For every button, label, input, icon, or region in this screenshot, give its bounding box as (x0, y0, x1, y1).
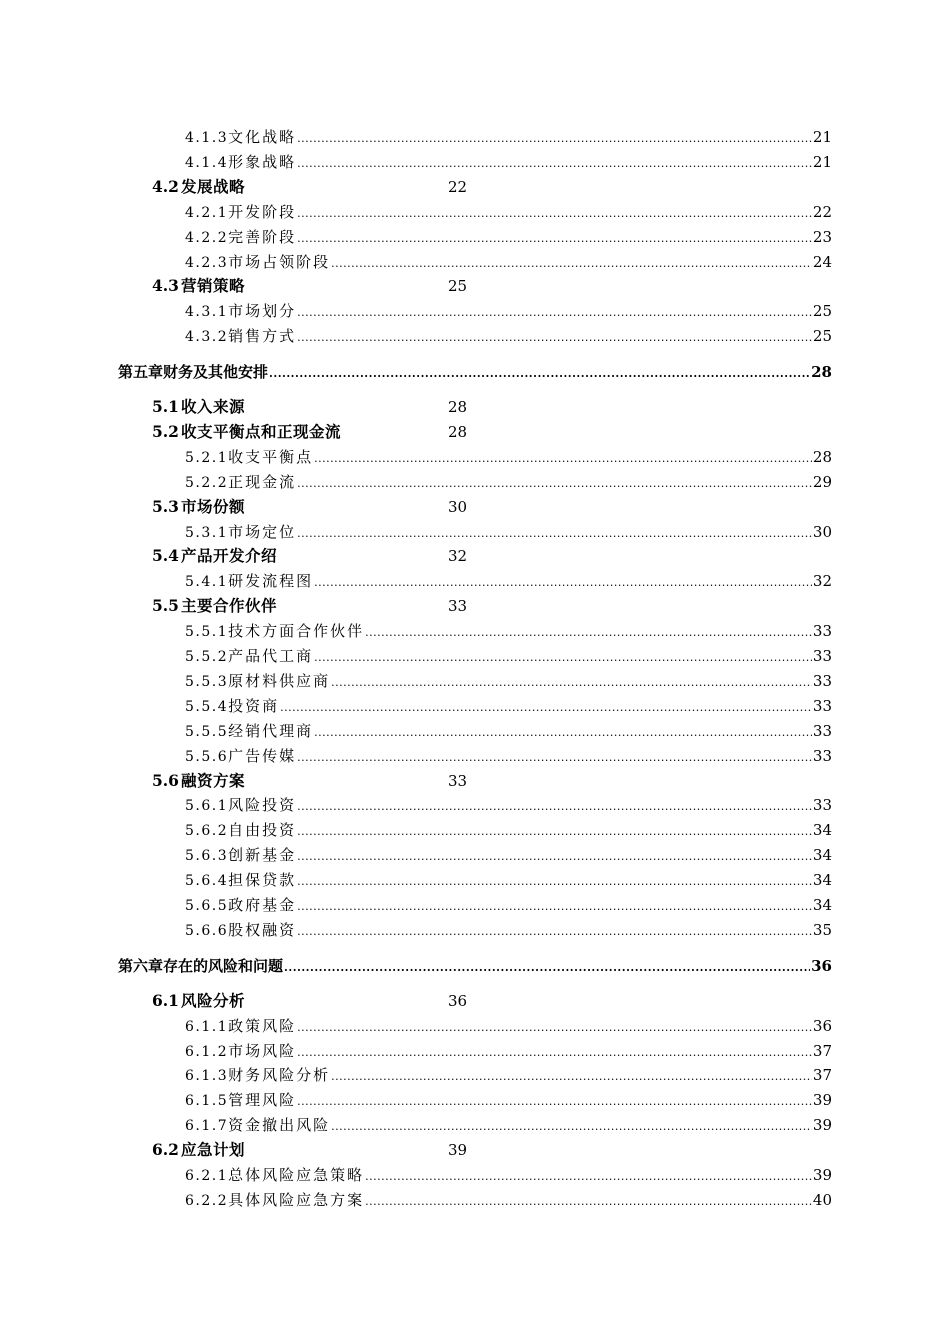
toc-subsection-entry[interactable] (185, 1040, 832, 1062)
toc-subsection-entry[interactable] (185, 745, 832, 767)
dot-leader (314, 722, 812, 744)
toc-subsection-entry[interactable] (185, 819, 832, 841)
toc-entry-number: 6.1.1 (185, 1018, 229, 1035)
toc-entry-number: 5.2.1 (185, 449, 229, 466)
toc-entry-page: 33 (448, 771, 468, 790)
toc-entry-page: 22 (812, 202, 832, 221)
toc-entry-page: 34 (812, 846, 832, 865)
toc-entry-title: 技术方面合作伙伴 (228, 622, 365, 641)
toc-entry-page: 33 (812, 647, 832, 665)
toc-entry-title: 市场定位 (228, 522, 297, 541)
dot-leader (297, 523, 812, 545)
toc-subsection-entry[interactable] (185, 620, 832, 642)
toc-entry-number: 5.6.3 (185, 848, 229, 865)
toc-entry-page: 34 (812, 871, 832, 890)
toc-entry-number: 5.6.4 (185, 873, 229, 890)
toc-entry-title: 市场占领阶段 (228, 252, 331, 271)
toc-entry-number: 4.1.4 (185, 154, 229, 171)
toc-subsection-entry[interactable] (185, 570, 832, 592)
toc-entry-title: 应急计划 (181, 1140, 246, 1160)
toc-entry-title: 经销代理商 (228, 721, 314, 740)
toc-entry-title: 管理风险 (228, 1091, 297, 1110)
dot-leader (297, 228, 812, 250)
toc-section-entry[interactable] (152, 990, 468, 1012)
dot-leader (297, 846, 812, 868)
toc-entry-page: 39 (448, 1141, 468, 1160)
toc-entry-number: 6.2.1 (185, 1168, 229, 1184)
toc-entry-title: 财务及其他安排 (163, 363, 269, 382)
dot-leader (331, 253, 812, 275)
toc-subsection-entry[interactable] (185, 645, 832, 667)
toc-entry-page: 33 (812, 671, 832, 690)
toc-entry-page: 35 (812, 920, 832, 939)
dot-leader (297, 327, 812, 349)
toc-entry-number: 5.5.1 (185, 624, 229, 641)
toc-entry-page: 25 (812, 327, 832, 346)
toc-subsection-entry[interactable] (185, 201, 832, 223)
toc-entry-page: 29 (812, 472, 832, 491)
dot-leader (297, 1017, 812, 1039)
toc-entry-number: 4.2.3 (185, 254, 229, 271)
toc-entry-page: 36 (448, 991, 468, 1010)
toc-entry-title: 风险分析 (181, 990, 246, 1010)
toc-subsection-entry[interactable] (185, 720, 832, 742)
dot-leader (314, 572, 812, 594)
toc-entry-number: 5.6.5 (185, 898, 229, 914)
toc-entry-page: 22 (448, 177, 468, 196)
toc-subsection-entry[interactable] (185, 446, 832, 468)
toc-entry-title: 形象战略 (228, 152, 297, 171)
toc-entry-title: 市场风险 (228, 1041, 297, 1060)
toc-entry-number: 5.5.6 (185, 748, 229, 765)
toc-entry-page: 34 (812, 821, 832, 840)
toc-entry-number: 4.1.3 (185, 130, 229, 146)
dot-leader (365, 1191, 812, 1213)
toc-entry-number: 5.6.6 (185, 922, 229, 939)
dot-leader (297, 128, 812, 150)
toc-entry-number: 6.2 (152, 1140, 179, 1160)
toc-entry-number: 6.1.3 (185, 1068, 229, 1085)
toc-entry-title: 创新基金 (228, 846, 297, 865)
toc-subsection-entry[interactable] (185, 126, 832, 148)
toc-subsection-entry[interactable] (185, 1089, 832, 1111)
toc-entry-number: 4.3.1 (185, 304, 229, 321)
toc-entry-page: 36 (812, 1016, 832, 1035)
dot-leader (297, 896, 812, 918)
toc-entry-title: 融资方案 (181, 770, 246, 790)
toc-entry-title: 投资商 (228, 696, 280, 715)
toc-section-entry[interactable] (152, 1139, 468, 1161)
toc-entry-title: 发展战略 (181, 176, 246, 196)
toc-entry-page: 40 (812, 1190, 832, 1209)
dot-leader (297, 302, 812, 324)
toc-entry-title: 资金撤出风险 (228, 1116, 331, 1135)
dot-leader (297, 747, 812, 769)
toc-entry-title: 广告传媒 (228, 746, 297, 765)
dot-leader (297, 871, 812, 893)
toc-entry-title: 市场划分 (228, 302, 297, 321)
toc-entry-page: 25 (448, 277, 468, 296)
toc-entry-number: 6.1.2 (185, 1043, 229, 1060)
toc-entry-page: 33 (812, 796, 832, 815)
toc-entry-title: 收支平衡点和正现金流 (181, 421, 342, 441)
toc-entry-title: 文化战略 (228, 128, 297, 146)
toc-entry-number: 5.5.2 (185, 649, 229, 665)
toc-entry-number: 第五章 (118, 363, 164, 382)
toc-entry-number: 4.3 (152, 276, 179, 296)
toc-subsection-entry[interactable] (185, 844, 832, 866)
dot-leader (365, 622, 812, 644)
dot-leader (297, 1091, 812, 1113)
toc-entry-number: 5.2.2 (185, 474, 229, 491)
toc-subsection-entry[interactable] (185, 151, 832, 173)
toc-entry-number: 6.1.7 (185, 1118, 229, 1135)
toc-entry-number: 6.2.2 (185, 1192, 229, 1209)
dot-leader (331, 1066, 812, 1088)
toc-entry-number: 5.5.5 (185, 723, 229, 740)
dot-leader (280, 697, 812, 719)
toc-entry-title: 产品代工商 (228, 647, 314, 665)
toc-subsection-entry[interactable] (185, 300, 832, 322)
dot-leader (297, 796, 812, 818)
toc-entry-title: 产品开发介绍 (181, 546, 278, 566)
toc-entry-number: 5.3.1 (185, 524, 229, 541)
toc-subsection-entry[interactable] (185, 670, 832, 692)
dot-leader (314, 448, 812, 470)
dot-leader (297, 203, 812, 225)
toc-entry-page: 34 (812, 896, 832, 914)
toc-entry-page: 37 (812, 1041, 832, 1060)
toc-entry-number: 5.4.1 (185, 574, 229, 591)
toc-subsection-entry[interactable] (185, 325, 832, 347)
toc-entry-page: 37 (812, 1066, 832, 1085)
toc-entry-number: 5.1 (152, 397, 179, 416)
toc-entry-page: 25 (812, 302, 832, 321)
dot-leader (365, 1166, 812, 1188)
toc-entry-title: 开发阶段 (228, 202, 297, 221)
toc-subsection-entry[interactable] (185, 869, 832, 891)
toc-section-entry[interactable] (152, 176, 468, 198)
toc-subsection-entry[interactable] (185, 521, 832, 543)
toc-entry-number: 5.5.4 (185, 698, 229, 715)
toc-subsection-entry[interactable] (185, 1015, 832, 1037)
toc-chapter-entry[interactable] (118, 361, 832, 383)
toc-entry-number: 5.3 (152, 496, 179, 516)
toc-entry-page: 32 (448, 547, 468, 566)
toc-entry-page: 33 (448, 597, 468, 616)
toc-section-entry[interactable] (152, 396, 468, 418)
toc-section-entry[interactable] (152, 545, 468, 567)
toc-entry-number: 5.5 (152, 596, 179, 616)
toc-entry-title: 销售方式 (228, 327, 297, 346)
dot-leader (284, 957, 810, 979)
toc-entry-title: 自由投资 (228, 821, 297, 840)
toc-entry-title: 研发流程图 (228, 572, 314, 591)
toc-subsection-entry[interactable] (185, 794, 832, 816)
toc-chapter-entry[interactable] (118, 955, 832, 977)
toc-entry-title: 股权融资 (228, 920, 297, 939)
toc-entry-title: 具体风险应急方案 (228, 1190, 365, 1209)
toc-entry-number: 4.2.1 (185, 204, 229, 221)
toc-entry-page: 39 (812, 1166, 832, 1184)
toc-entry-number: 6.1.5 (185, 1093, 229, 1110)
toc-entry-title: 风险投资 (228, 796, 297, 815)
toc-entry-page: 23 (812, 227, 832, 246)
toc-entry-title: 原材料供应商 (228, 671, 331, 690)
dot-leader (269, 363, 810, 385)
toc-entry-page: 28 (448, 398, 468, 416)
toc-entry-title: 市场份额 (181, 496, 246, 516)
toc-entry-number: 5.6.1 (185, 798, 229, 815)
toc-entry-page: 39 (812, 1091, 832, 1110)
toc-entry-page: 36 (811, 956, 832, 975)
toc-subsection-entry[interactable] (185, 226, 832, 248)
toc-entry-number: 5.4 (152, 546, 179, 566)
toc-entry-title: 主要合作伙伴 (181, 596, 278, 616)
toc-entry-title: 完善阶段 (228, 227, 297, 246)
toc-entry-title: 营销策略 (181, 276, 246, 296)
toc-entry-number: 4.2 (152, 176, 179, 196)
dot-leader (297, 921, 812, 943)
toc-subsection-entry[interactable] (185, 894, 832, 916)
toc-entry-number: 第六章 (118, 956, 164, 975)
toc-subsection-entry[interactable] (185, 1064, 832, 1086)
toc-entry-title: 财务风险分析 (228, 1066, 331, 1085)
toc-subsection-entry[interactable] (185, 1114, 832, 1136)
dot-leader (297, 473, 812, 495)
toc-entry-title: 存在的风险和问题 (163, 956, 284, 975)
toc-entry-title: 政策风险 (228, 1016, 297, 1035)
dot-leader (314, 647, 812, 669)
toc-section-entry[interactable] (152, 421, 468, 443)
toc-entry-page: 30 (812, 522, 832, 541)
toc-entry-page: 21 (812, 128, 832, 146)
toc-entry-number: 4.3.2 (185, 329, 229, 346)
toc-entry-page: 28 (811, 363, 832, 382)
toc-subsection-entry[interactable] (185, 1189, 832, 1211)
toc-subsection-entry[interactable] (185, 1164, 832, 1186)
toc-entry-page: 28 (812, 447, 832, 466)
toc-entry-page: 28 (448, 422, 468, 441)
toc-entry-page: 30 (448, 497, 468, 516)
toc-entry-page: 33 (812, 721, 832, 740)
toc-entry-page: 33 (812, 696, 832, 715)
toc-entry-number: 5.2 (152, 421, 179, 441)
dot-leader (331, 672, 812, 694)
toc-section-entry[interactable] (152, 595, 468, 617)
toc-entry-page: 21 (812, 152, 832, 171)
toc-section-entry[interactable] (152, 275, 468, 297)
toc-entry-title: 政府基金 (228, 896, 297, 914)
toc-entry-title: 担保贷款 (228, 871, 297, 890)
toc-subsection-entry[interactable] (185, 471, 832, 493)
toc-entry-page: 39 (812, 1116, 832, 1135)
toc-entry-title: 正现金流 (228, 472, 297, 491)
toc-entry-page: 24 (812, 252, 832, 271)
toc-entry-number: 5.6 (152, 770, 179, 790)
dot-leader (331, 1116, 812, 1138)
toc-entry-page: 33 (812, 746, 832, 765)
toc-section-entry[interactable] (152, 496, 468, 518)
toc-section-entry[interactable] (152, 770, 468, 792)
toc-entry-number: 5.6.2 (185, 823, 229, 840)
toc-subsection-entry[interactable] (185, 251, 832, 273)
toc-entry-number: 5.5.3 (185, 673, 229, 690)
toc-entry-page: 33 (812, 622, 832, 641)
dot-leader (297, 153, 812, 175)
toc-subsection-entry[interactable] (185, 695, 832, 717)
dot-leader (297, 1042, 812, 1064)
toc-entry-title: 收支平衡点 (228, 447, 314, 466)
toc-entry-number: 4.2.2 (185, 229, 229, 246)
dot-leader (297, 821, 812, 843)
toc-entry-title: 总体风险应急策略 (228, 1166, 365, 1184)
toc-subsection-entry[interactable] (185, 919, 832, 941)
toc-entry-page: 32 (812, 572, 832, 591)
toc-entry-number: 6.1 (152, 990, 179, 1010)
toc-entry-title: 收入来源 (181, 397, 246, 416)
